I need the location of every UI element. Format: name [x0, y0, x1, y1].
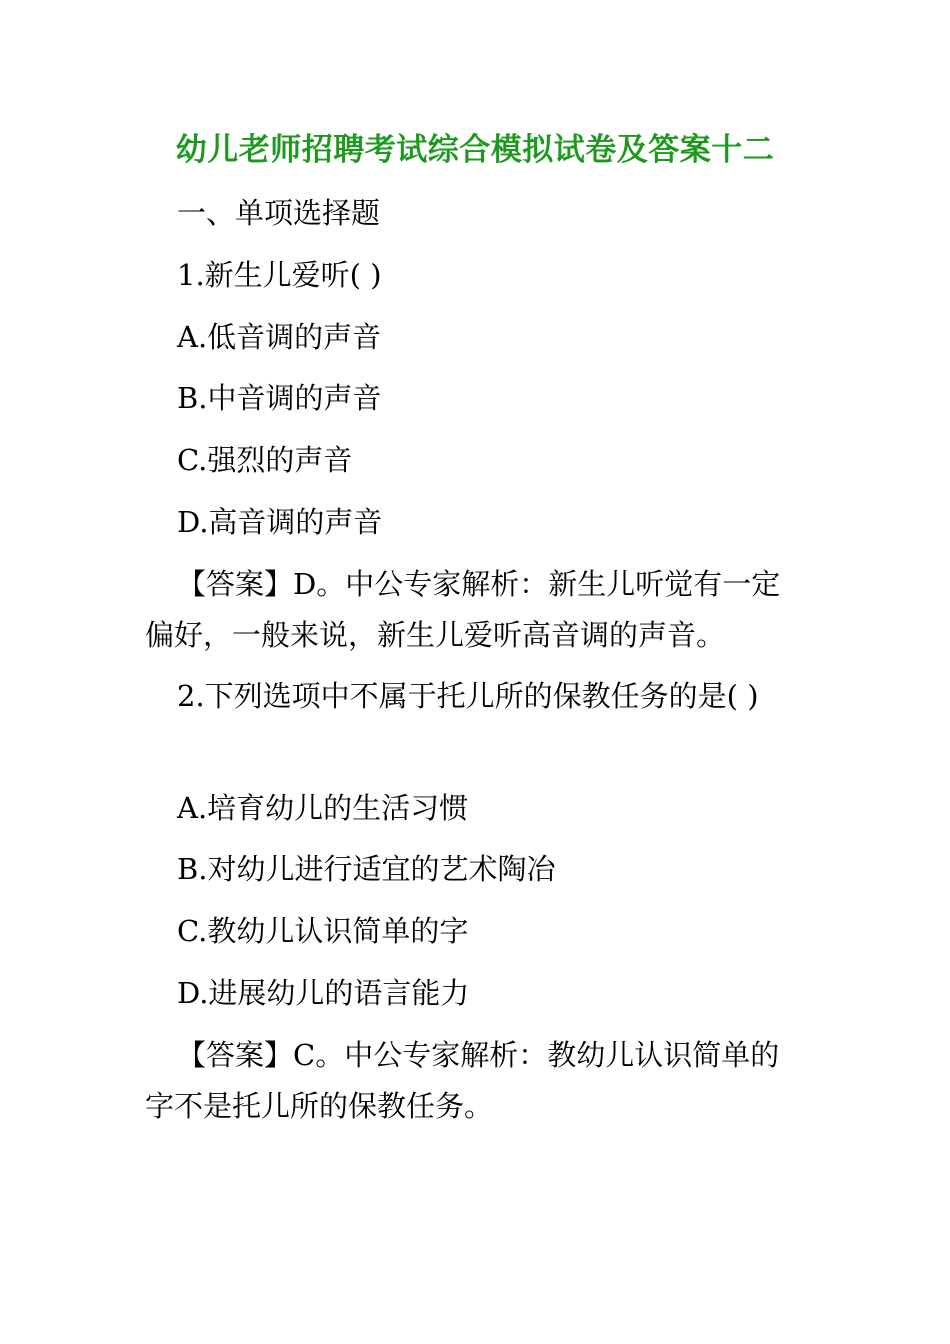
question-2-option-b: B.对幼儿进行适宜的艺术陶冶: [177, 852, 556, 886]
question-2-stem: 2.下列选项中不属于托儿所的保教任务的是( ): [177, 679, 759, 713]
document-title: 幼儿老师招聘考试综合模拟试卷及答案十二: [175, 132, 775, 168]
question-1-option-a: A.低音调的声音: [177, 320, 382, 354]
question-1-stem: 1.新生儿爱听( ): [177, 258, 382, 292]
question-1-option-c: C.强烈的声音: [177, 443, 353, 477]
question-2-option-a: A.培育幼儿的生活习惯: [177, 791, 469, 825]
question-1-option-b: B.中音调的声音: [177, 381, 382, 415]
question-1-option-d: D.高音调的声音: [177, 505, 383, 539]
section-heading: 一、单项选择题: [177, 196, 381, 230]
question-2-option-d: D.进展幼儿的语言能力: [177, 976, 470, 1010]
question-2-option-c: C.教幼儿认识简单的字: [177, 914, 469, 948]
question-1-answer: 【答案】D。中公专家解析：新生儿听觉有一定偏好，一般来说，新生儿爱听高音调的声音。: [145, 567, 781, 652]
question-2-answer: 【答案】C。中公专家解析：教幼儿认识简单的字不是托儿所的保教任务。: [145, 1038, 780, 1123]
